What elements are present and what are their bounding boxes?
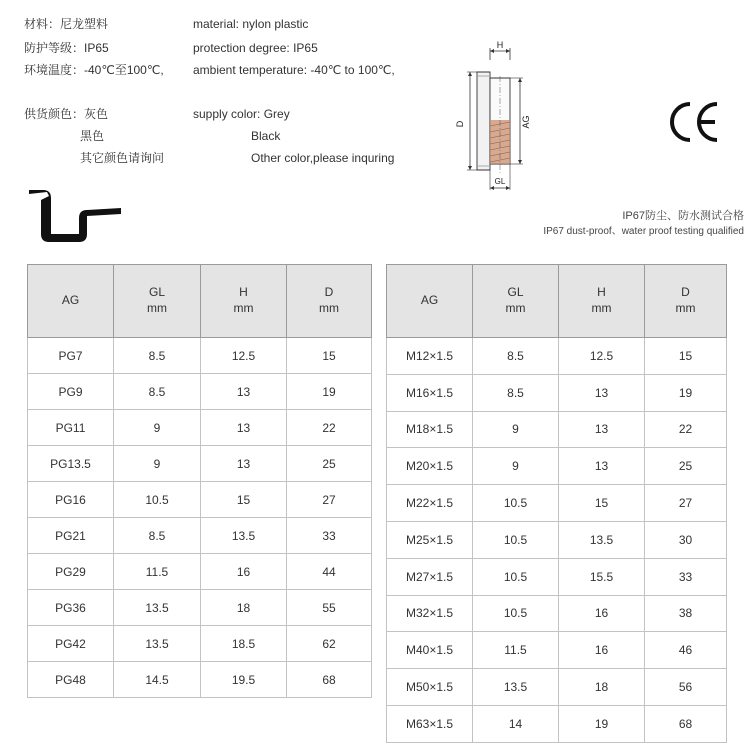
- cell-gl: 10.5: [473, 521, 559, 558]
- cell-gl: 11.5: [114, 554, 201, 590]
- header-ag-label: AG: [61, 293, 80, 308]
- cell-gl: 10.5: [473, 595, 559, 632]
- temperature-en: ambient temperature: -40℃ to 100℃,: [193, 63, 395, 77]
- ce-mark-icon: [665, 98, 721, 146]
- cell-d: 22: [287, 410, 372, 446]
- table-row: [28, 446, 372, 482]
- cell-h: 16: [559, 595, 645, 632]
- cell-h: 18: [201, 590, 287, 626]
- protection-cn: 防护等级：IP65: [24, 41, 109, 55]
- certification-cn: IP67防尘、防水测试合格: [622, 210, 744, 222]
- cell-d: 25: [645, 448, 727, 485]
- header-h: [201, 265, 287, 338]
- dim-h-label: H: [496, 40, 504, 50]
- header-ag: [28, 265, 114, 338]
- cell-gl: 11.5: [473, 632, 559, 669]
- cell-ag: M40×1.5: [387, 632, 473, 669]
- metric-spec-table: [386, 264, 727, 743]
- cell-gl: 13.5: [114, 626, 201, 662]
- cell-d: 55: [287, 590, 372, 626]
- cell-ag: M50×1.5: [387, 669, 473, 706]
- cell-ag: PG9: [28, 374, 114, 410]
- pg-spec-table: [27, 264, 372, 698]
- cell-h: 18: [559, 669, 645, 706]
- cell-ag: PG29: [28, 554, 114, 590]
- cell-d: 15: [287, 338, 372, 374]
- cell-gl: 13.5: [114, 590, 201, 626]
- table-row: [28, 338, 372, 374]
- cell-d: 46: [645, 632, 727, 669]
- cell-gl: 14: [473, 705, 559, 742]
- table-header-row: [387, 265, 727, 338]
- cell-ag: M32×1.5: [387, 595, 473, 632]
- table-row: [387, 521, 727, 558]
- cell-d: 68: [287, 662, 372, 698]
- header-h-label: H: [239, 285, 248, 300]
- cell-d: 19: [645, 374, 727, 411]
- table-row: [387, 558, 727, 595]
- color-black-cn: 黑色: [80, 129, 105, 143]
- header-d-label: D: [324, 285, 334, 300]
- table-row: [387, 485, 727, 522]
- table-row: [387, 595, 727, 632]
- cell-h: 15.5: [559, 558, 645, 595]
- material-en: material: nylon plastic: [193, 17, 309, 31]
- table-row: [387, 411, 727, 448]
- cell-d: 33: [287, 518, 372, 554]
- cell-h: 15: [559, 485, 645, 522]
- header-gl-unit: mm: [505, 301, 526, 315]
- cell-d: 25: [287, 446, 372, 482]
- table-row: [387, 448, 727, 485]
- header-d: [645, 265, 727, 338]
- temperature-cn: 环境温度：-40℃至100℃,: [24, 63, 164, 77]
- table-row: [28, 518, 372, 554]
- table-row: [387, 705, 727, 742]
- header-h: [559, 265, 645, 338]
- cell-ag: PG11: [28, 410, 114, 446]
- header-gl-label: GL: [507, 285, 524, 300]
- cell-h: 12.5: [201, 338, 287, 374]
- cell-ag: M63×1.5: [387, 705, 473, 742]
- table-row: [28, 374, 372, 410]
- cell-h: 13: [559, 374, 645, 411]
- cell-h: 13: [201, 446, 287, 482]
- dim-d-label: D: [455, 120, 465, 128]
- pg-table-body: [28, 338, 372, 698]
- cell-gl: 8.5: [114, 338, 201, 374]
- table-header-row: [28, 265, 372, 338]
- color-other-en: Other color,please inquring: [251, 151, 395, 165]
- cell-d: 19: [287, 374, 372, 410]
- cell-ag: M20×1.5: [387, 448, 473, 485]
- cell-gl: 9: [114, 410, 201, 446]
- header-h-unit: mm: [233, 301, 254, 315]
- cell-gl: 8.5: [114, 518, 201, 554]
- cell-ag: PG48: [28, 662, 114, 698]
- cell-h: 13: [201, 374, 287, 410]
- cell-gl: 9: [114, 446, 201, 482]
- color-other-cn: 其它颜色请询问: [80, 151, 165, 165]
- cell-gl: 14.5: [114, 662, 201, 698]
- table-row: [28, 410, 372, 446]
- supply-color-cn: 供货颜色：灰色: [24, 107, 109, 121]
- table-row: [387, 632, 727, 669]
- header-h-label: H: [597, 285, 606, 300]
- dim-gl-label: GL: [494, 177, 506, 186]
- cell-gl: 9: [473, 448, 559, 485]
- cell-ag: PG36: [28, 590, 114, 626]
- cell-d: 38: [645, 595, 727, 632]
- cell-d: 68: [645, 705, 727, 742]
- cell-h: 13.5: [559, 521, 645, 558]
- header-h-unit: mm: [591, 301, 612, 315]
- header-d-unit: mm: [675, 301, 696, 315]
- cell-gl: 10.5: [473, 558, 559, 595]
- cell-gl: 9: [473, 411, 559, 448]
- cell-h: 13: [559, 448, 645, 485]
- cell-ag: M25×1.5: [387, 521, 473, 558]
- cell-ag: M12×1.5: [387, 338, 473, 375]
- cell-ag: PG21: [28, 518, 114, 554]
- supply-color-en: supply color: Grey: [193, 107, 290, 121]
- cell-d: 56: [645, 669, 727, 706]
- table-row: [387, 669, 727, 706]
- cell-d: 27: [287, 482, 372, 518]
- cell-ag: PG16: [28, 482, 114, 518]
- header-gl-unit: mm: [147, 301, 167, 315]
- cell-gl: 8.5: [473, 338, 559, 375]
- cell-h: 16: [559, 632, 645, 669]
- cell-gl: 10.5: [114, 482, 201, 518]
- cell-d: 27: [645, 485, 727, 522]
- material-cn: 材料：尼龙塑料: [24, 17, 109, 31]
- table-row: [28, 626, 372, 662]
- cell-ag: PG13.5: [28, 446, 114, 482]
- table-row: [28, 482, 372, 518]
- header-gl: [473, 265, 559, 338]
- cell-h: 12.5: [559, 338, 645, 375]
- cell-d: 62: [287, 626, 372, 662]
- cell-ag: PG7: [28, 338, 114, 374]
- cell-h: 19.5: [201, 662, 287, 698]
- cell-ag: M22×1.5: [387, 485, 473, 522]
- certification-en: IP67 dust-proof、water proof testing qualified: [543, 226, 744, 237]
- cell-ag: M16×1.5: [387, 374, 473, 411]
- plug-technical-drawing: [445, 40, 545, 200]
- header-ag: [387, 265, 473, 338]
- cell-h: 13.5: [201, 518, 287, 554]
- cell-gl: 8.5: [114, 374, 201, 410]
- cell-h: 19: [559, 705, 645, 742]
- dim-ag-label: AG: [521, 115, 531, 129]
- cell-h: 16: [201, 554, 287, 590]
- plug-shape-icon: [27, 188, 127, 248]
- protection-en: protection degree: IP65: [193, 41, 318, 55]
- header-ag-label: AG: [420, 293, 439, 308]
- cell-gl: 13.5: [473, 669, 559, 706]
- header-d: [287, 265, 372, 338]
- cell-h: 15: [201, 482, 287, 518]
- table-row: [387, 374, 727, 411]
- color-black-en: Black: [251, 129, 281, 143]
- table-row: [387, 338, 727, 375]
- header-gl: [114, 265, 201, 338]
- metric-table-body: [387, 338, 727, 743]
- cell-gl: 8.5: [473, 374, 559, 411]
- cell-h: 18.5: [201, 626, 287, 662]
- table-row: [28, 590, 372, 626]
- table-row: [28, 554, 372, 590]
- header-gl-label: GL: [148, 285, 165, 300]
- cell-ag: M18×1.5: [387, 411, 473, 448]
- cell-ag: PG42: [28, 626, 114, 662]
- cell-d: 22: [645, 411, 727, 448]
- cell-gl: 10.5: [473, 485, 559, 522]
- cell-ag: M27×1.5: [387, 558, 473, 595]
- header-d-unit: mm: [319, 301, 339, 315]
- cell-d: 15: [645, 338, 727, 375]
- cell-h: 13: [559, 411, 645, 448]
- table-row: [28, 662, 372, 698]
- cell-d: 33: [645, 558, 727, 595]
- cell-d: 30: [645, 521, 727, 558]
- header-d-label: D: [681, 285, 690, 300]
- cell-h: 13: [201, 410, 287, 446]
- cell-d: 44: [287, 554, 372, 590]
